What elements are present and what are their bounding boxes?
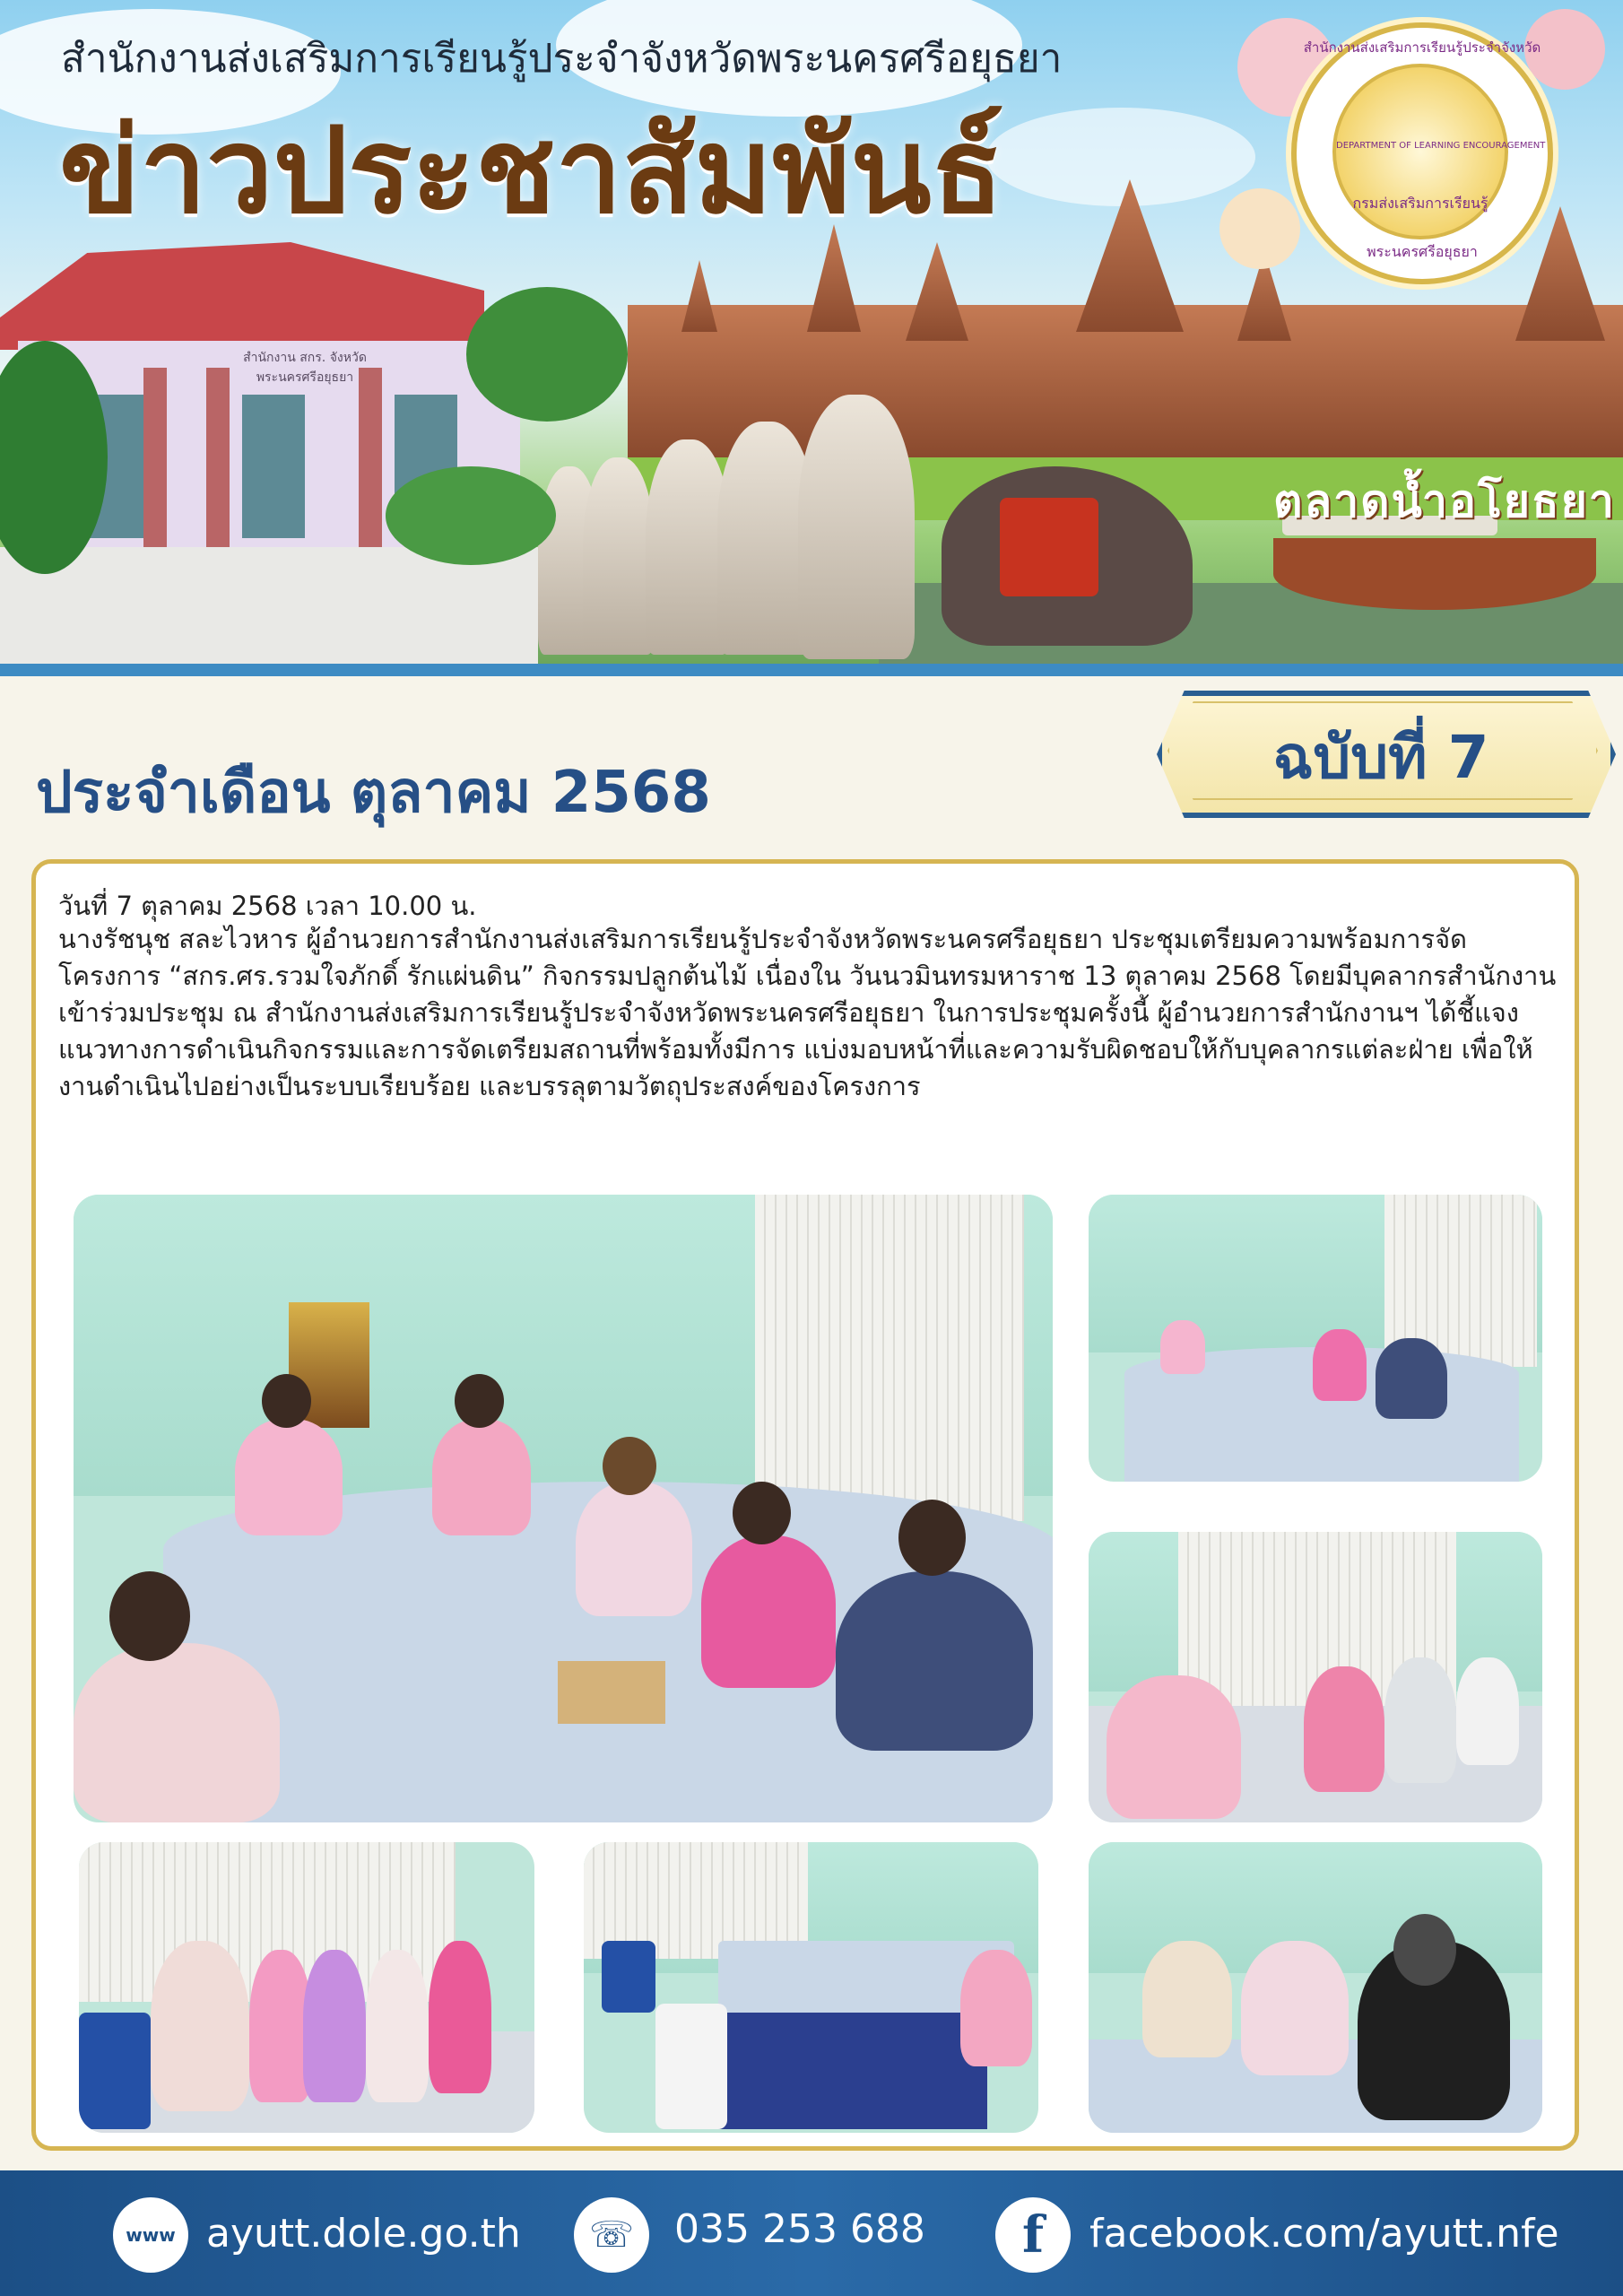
meeting-photo-main xyxy=(74,1195,1053,1822)
facebook-icon: f xyxy=(995,2197,1071,2273)
attendee-head xyxy=(898,1500,966,1576)
meeting-photo-2 xyxy=(1089,1195,1542,1482)
website-link[interactable]: ayutt.dole.go.th xyxy=(206,2211,521,2257)
attendee xyxy=(74,1643,280,1822)
bush xyxy=(386,466,556,565)
attendee-head xyxy=(733,1482,791,1544)
tissue-box xyxy=(558,1661,665,1724)
meeting-photo-5 xyxy=(584,1842,1038,2133)
attendee-head xyxy=(455,1374,504,1428)
attendee xyxy=(303,1950,366,2102)
building-window xyxy=(242,395,305,538)
building-sign: สำนักงาน สกร. จังหวัดพระนครศรีอยุธยา xyxy=(243,351,367,385)
article-date: วันที่ 7 ตุลาคม 2568 เวลา 10.00 น. xyxy=(58,891,477,921)
phone-number[interactable]: 035 253 688 xyxy=(674,2206,925,2252)
department-seal-logo xyxy=(1291,22,1553,284)
attendee xyxy=(235,1419,343,1535)
cloud xyxy=(986,108,1255,206)
building-pillar xyxy=(359,368,382,547)
page-title: ข่าวประชาสัมพันธ์ xyxy=(59,102,1004,240)
flower-decoration xyxy=(1219,188,1300,269)
attendee-head xyxy=(603,1437,656,1495)
seal-en-text: DEPARTMENT OF LEARNING ENCOURAGEMENT xyxy=(1336,141,1546,151)
attendee xyxy=(1376,1338,1447,1419)
attendee xyxy=(1107,1675,1241,1819)
attendee xyxy=(1456,1657,1519,1765)
attendee xyxy=(836,1571,1033,1751)
attendee-head xyxy=(109,1571,190,1661)
attendee xyxy=(432,1419,531,1535)
website-icon: www xyxy=(113,2197,188,2273)
banner-divider xyxy=(0,664,1623,676)
issue-number: ฉบับที่ 7 xyxy=(1272,723,1489,792)
month-heading: ประจำเดือน ตุลาคม 2568 xyxy=(36,760,711,826)
market-sign: ตลาดน้ำอโยธยา xyxy=(1273,475,1616,527)
chair xyxy=(79,2013,151,2129)
meeting-photo-6 xyxy=(1089,1842,1542,2133)
attendee xyxy=(429,1941,491,2093)
attendee xyxy=(1160,1320,1205,1374)
tree xyxy=(466,287,628,422)
seal-emblem xyxy=(1332,64,1546,239)
buddha-statue xyxy=(583,457,655,655)
elephant-cloth xyxy=(1000,498,1098,596)
attendee xyxy=(1384,1657,1456,1783)
seal-bottom-text: พระนครศรีอยุธยา xyxy=(1367,243,1478,260)
boat xyxy=(1273,538,1596,610)
meeting-photo-3 xyxy=(1089,1532,1542,1822)
temple-spire xyxy=(681,260,717,332)
chair xyxy=(655,2004,727,2129)
seal-top-text: สำนักงานส่งเสริมการเรียนรู้ประจำจังหวัด xyxy=(1303,39,1541,56)
facebook-link[interactable]: facebook.com/ayutt.nfe xyxy=(1089,2211,1559,2257)
buddha-statue xyxy=(798,395,915,659)
attendee xyxy=(960,1950,1032,2066)
attendee xyxy=(1241,1941,1349,2075)
attendee xyxy=(366,1950,429,2102)
building-pillar xyxy=(206,368,230,547)
attendee-head xyxy=(1393,1914,1456,1986)
organization-name: สำนักงานส่งเสริมการเรียนรู้ประจำจังหวัดพระนครศรีอยุธยา xyxy=(61,36,1063,82)
header-banner xyxy=(0,0,1623,668)
attendee xyxy=(1304,1666,1384,1792)
attendee xyxy=(1142,1941,1232,2057)
building-pillar xyxy=(143,368,167,547)
attendee xyxy=(151,1941,249,2111)
chair xyxy=(602,1941,655,2013)
building-steps xyxy=(0,547,538,664)
attendee xyxy=(1313,1329,1367,1401)
attendee-head xyxy=(262,1374,311,1428)
phone-icon: ☏ xyxy=(574,2197,649,2273)
attendee xyxy=(701,1535,836,1688)
window-blinds xyxy=(755,1195,1024,1521)
attendee xyxy=(576,1482,692,1616)
meeting-photo-4 xyxy=(79,1842,534,2133)
seal-mid-text: กรมส่งเสริมการเรียนรู้ xyxy=(1352,195,1488,212)
article-body: นางรัชนุช สละไวหาร ผู้อำนวยการสำนักงานส่งเสริมการเรียนรู้ประจำจังหวัดพระนครศรีอยุธยา ประชุมเตรียมความพร้อมการจัดโครงการ “สกร.ศร.รวมใจภักดิ์ รักแผ่นดิน” กิจกรรมปลูกต้นไม้ เนื่องใน วันนวมินทรมหาราช 13 ตุลาคม 2568 โดยมีบุคลากรสำนักงานเข้าร่วมประชุม ณ สำนักงานส่งเสริมการเรียนรู้ประจำจังหวัดพระนครศรีอยุธยา ในการประชุมครั้งนี้ ผู้อำนวยการสำนักงานฯ ได้ชี้แจงแนวทางการดำเนินกิจกรรมและการจัดเตรียมสถานที่พร้อมทั้งมีการ แบ่งมอบหน้าที่และความรับผิดชอบให้กับบุคลากรแต่ละฝ่าย เพื่อให้งานดำเนินไปอย่างเป็นระบบเรียบร้อย และบรรลุตามวัตถุประสงค์ของโครงการ xyxy=(58,924,1557,1101)
